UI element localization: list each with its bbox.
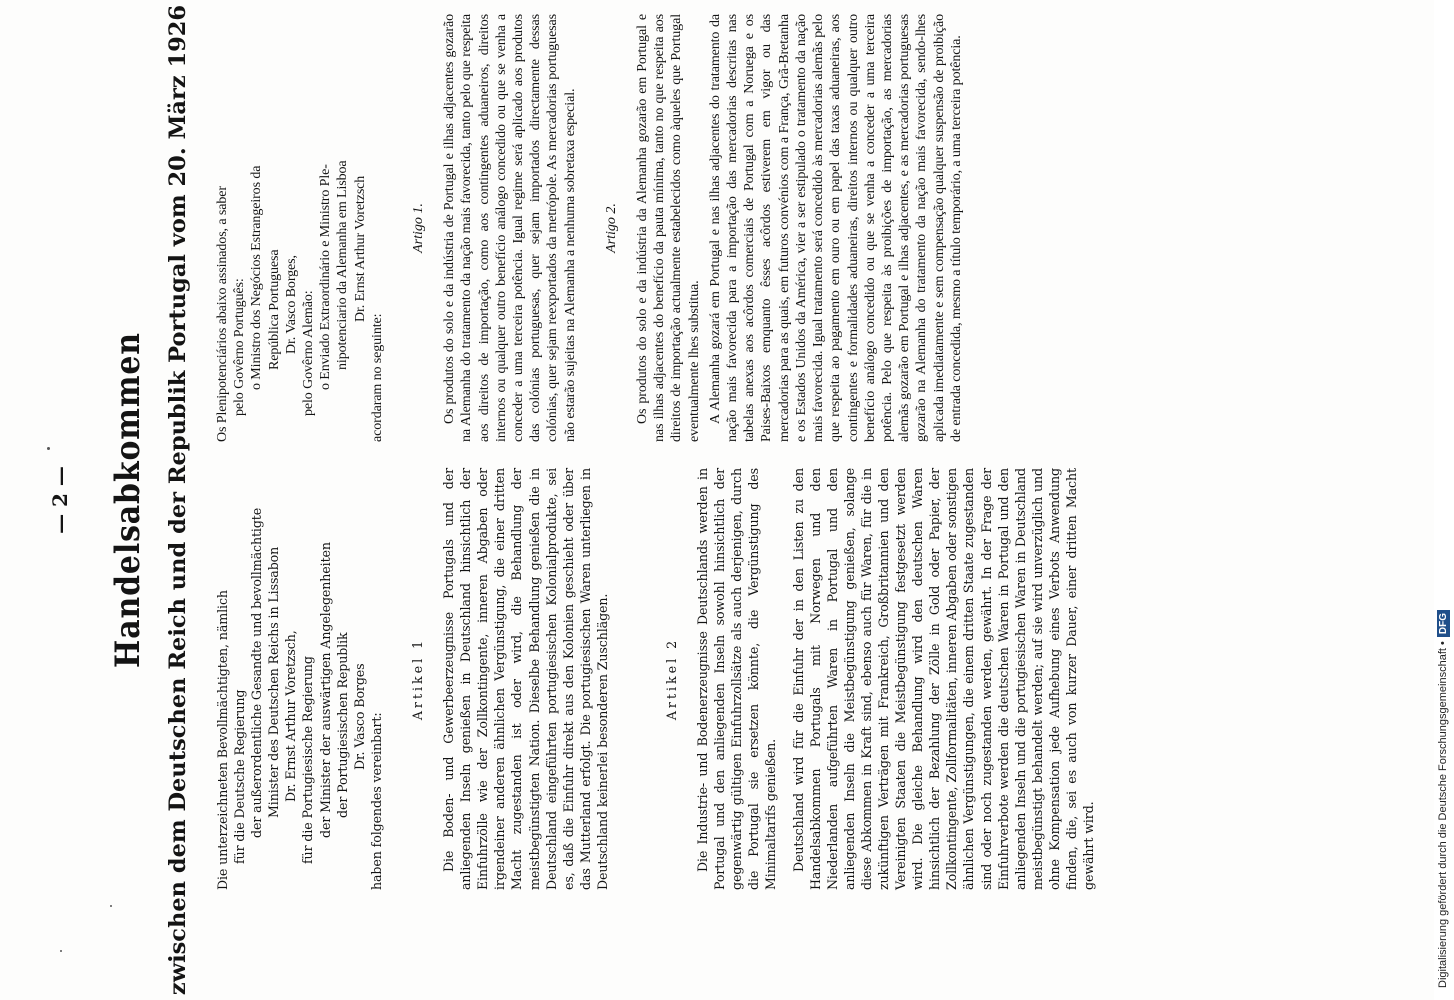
german-article-1-heading: Artikel 1 [409, 637, 425, 721]
german-preamble-line: der außerordentliche Gesandte und bevollmächtigte [249, 507, 265, 838]
portuguese-preamble-line: nipotenciario da Alemanha em Lisboa [335, 160, 351, 370]
portuguese-preamble-line: acordaram no seguinte: [369, 313, 385, 442]
german-preamble-line: Die unterzeichneten Bevollmächtigten, nämlich [215, 590, 230, 890]
page-number: — 2 — [48, 466, 72, 534]
portuguese-preamble-line: Dr. Vasco Borges, [283, 255, 299, 354]
german-column [214, 468, 1097, 890]
portuguese-article-1-heading: Artigo 1. [411, 203, 427, 253]
german-article-1-text: Die Boden- und Gewerbeerzeugnisse Portugals und der anliegenden Inseln genießen in Deutschland hinsichtlich der Einfuhrzölle wie der Zollkontingente, inneren Abgaben oder irgendeiner anderen ähnlichen Vergünstigung, die einer dritten Macht zugestanden ist oder wird, die Behandlung der meistbegünstigten Nation. Dieselbe Behandlung genießen die in Deutschland eingeführten portugiesischen Kolonialprodukte, sei es, daß die Einfuhr direkt aus den Kolonien geschieht oder über das Mutterland erfolgt. Die portugiesischen Waren unterliegen in Deutschland keinerlei besonderen Zuschlägen. [441, 468, 610, 890]
german-article-2-heading: Artikel 2 [663, 637, 679, 721]
german-article-2-text: Die Industrie- und Bodenerzeugnisse Deutschlands werden in Portugal und den anliegenden Inseln sowohl hinsichtlich der gegenwärtig gültigen Einfuhrzollsätze als auch derjenigen, durch die Portugal sie ersetzen könnte, die Vergünstigung des Minimaltarifs genießen. [695, 468, 779, 890]
german-preamble-line: der Minister der auswärtigen Angelegenheiten [317, 542, 333, 838]
portuguese-preamble-line: Dr. Ernst Arthur Voretzsch [352, 175, 368, 322]
portuguese-article-2-text-continued: A Alemanha gozará em Portugal e nas ilhas adjacentes do tratamento da nação mais favorecida para a importação das mercadorias descritas nas tabelas anexas aos acôrdos comerciais de Portugal com a Noruega e os Paises-Baixos emquanto êsses acôrdos estiverem em vigor ou das mercadorias para as quais, em futuros convénios com a França, Grã-Bretanha e os Estados Unidos da América, vier a ser estipulado o tratamento da nação mais favorecida. Igual tratamento será concedido às mercadorias alemãs pelo que respeita ao pagamento em ouro ou em papel das taxas aduaneiras, aos contingentes e formalidades aduaneiras, direitos internos ou qualquer outro benefício análogo concedido ou que se venha a conceder a uma terceira potência. Pelo que respeita às proibições de importação, as mercadorias alemãs gozarão em Portugal e ilhas adjacentes, e as mercadorias portuguesas gozarão na Alemanha do tratamento da nação mais favorecida, sendo-lhes aplicada imediatamente e sem compensação qualquer suspensão de proibição de entrada concedida, mesmo a título temporário, a uma terceira potência. [707, 14, 964, 442]
german-preamble-line: haben folgendes vereinbart: [368, 712, 384, 890]
portuguese-preamble-line: República Portuguesa [266, 249, 282, 370]
german-preamble-line: für die Deutsche Regierung [232, 689, 248, 864]
digitization-credit-text [1432, 8, 1454, 988]
german-preamble-line: für die Portugiesische Regierung [300, 656, 316, 864]
portuguese-article-1-text: Os produtos do solo e da indústria de Portugal e ilhas adjacentes gozarão na Alemanha do tratamento da nação mais favorecida, tanto pelo que respeita aos direitos de importação, como aos contingentes aduaneiros, direitos internos ou qualquer outro benefício análogo concedido ou que se venha a conceder a uma terceira potência. Igual regime será aplicado aos produtos das colónias portuguesas, quer sejam importados directamente dessas colónias, quer sejam reexportados da metrópole. As mercadorias portuguesas não estarão sujeitas na Alemanha a nenhuma sobretaxa especial. [442, 14, 578, 442]
german-article-2-text-continued: Deutschland wird für die Einfuhr der in den Listen zu den Handelsabkommen Portugals mit Norwegen und den Niederlanden aufgeführten Waren in Portugal und den anliegenden Inseln die Meistbegünstigung genießen, solange diese Abkommen in Kraft sind, ebenso auch für Waren, für die in zukünftigen Verträgen mit Frankreich, Großbritannien und den Vereinigten Staaten die Meistbegünstigung festgesetzt werden wird. Die gleiche Behandlung wird den deutschen Waren hinsichtlich der Bezahlung der Zölle in Gold oder Papier, der Zollkontingente, Zollformalitäten, inneren Abgaben oder sonstigen ähnlichen Vergünstigungen, die einem dritten Staate zugestanden sind oder noch zugestanden werden, gewährt. In der Frage der Einfuhrverbote werden die deutschen Waren in Portugal und den anliegenden Inseln und die portugiesischen Waren in Deutschland meistbegünstigt behandelt werden; auf sie wird unverzüglich und ohne Kompensation jede Aufhebung eines Verbots Anwendung finden, die, sei es auch von kurzer Dauer, einer dritten Macht gewährt wird. [790, 467, 1097, 890]
portuguese-preamble-line: pelo Govêrno Português: [232, 278, 248, 416]
portuguese-column [214, 14, 965, 442]
document-subtitle: zwischen dem Deutschen Reich und der Republik Portugal vom 20. März 1926 [165, 4, 191, 996]
dfg-logo: DFG [1437, 610, 1450, 637]
credit-text: Digitalisierung gefördert durch die Deutsche Forschungsgemeinschaft • [1437, 641, 1449, 988]
portuguese-preamble-line: pelo Govêrno Alemão: [301, 290, 317, 416]
german-preamble-line: Minister des Deutschen Reichs in Lissabon [266, 546, 282, 818]
german-preamble-line: Dr. Vasco Borges [351, 663, 367, 770]
portuguese-article-2-heading: Artigo 2. [603, 203, 619, 253]
portuguese-preamble-line: o Ministro dos Negócios Estrangeiros da [249, 165, 265, 390]
german-preamble-line: Dr. Ernst Arthur Voretzsch, [283, 630, 299, 802]
portuguese-article-2-text: Os produtos do solo e da indústria da Alemanha gozarão em Portugal e nas ilhas adjacentes do benefício da pauta mínima, tanto no que respeita aos direitos de importação actualmente estabelecidos como àqueles que Portugal eventualmente lhes substitua. [635, 14, 702, 442]
german-preamble-line: der Portugiesischen Republik [334, 632, 350, 818]
portuguese-preamble-line: o Enviado Extraordinário e Ministro Ple- [318, 164, 334, 390]
document-title: Handelsabkommen [108, 332, 148, 668]
digitization-credit [1410, 8, 1449, 988]
portuguese-preamble-line: Os Plenipotenciários abaixo assinados, a saber [215, 186, 230, 442]
